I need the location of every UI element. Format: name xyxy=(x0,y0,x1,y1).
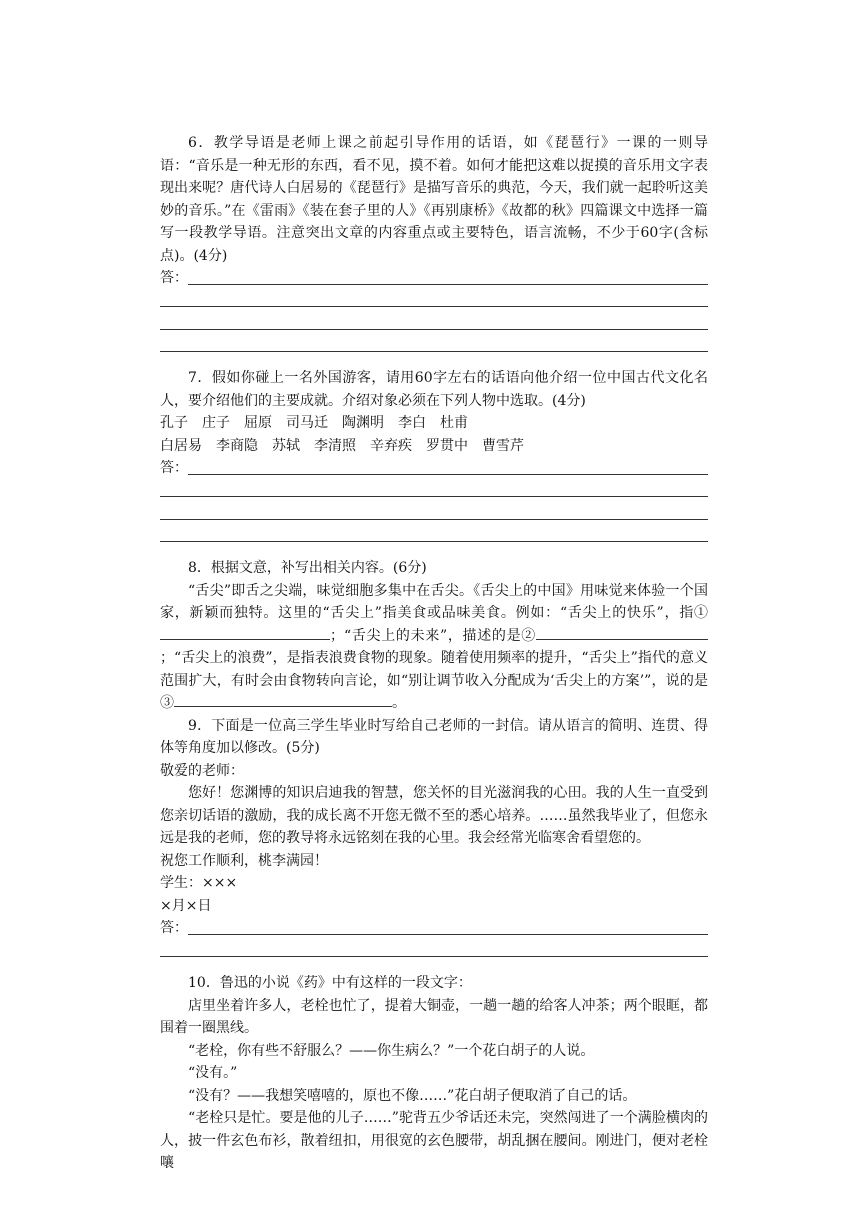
excerpt-paragraph: “老栓，你有些不舒服么？——你生病么？”一个花白胡子的人说。 xyxy=(188,1042,595,1059)
answer-line[interactable] xyxy=(188,920,708,935)
question-8-passage xyxy=(160,580,708,715)
blank-2[interactable] xyxy=(536,625,708,640)
answer-line[interactable] xyxy=(160,290,708,313)
excerpt-paragraph: “老栓只是忙。要是他的儿子……”驼背五少爷话还未完，突然闯进了一个满脸横肉的人，披一件玄色布衫，散着纽扣，用很宽的玄色腰带，胡乱捆在腰间。刚进门，便对老栓嚷 xyxy=(160,1110,708,1171)
excerpt-paragraph: 店里坐着许多人，老栓也忙了，提着大铜壶，一趟一趟的给客人冲茶；两个眼眶，都围着一圈黑线。 xyxy=(160,997,708,1036)
passage-text: ；“舌尖上的未来”，描述的是 xyxy=(330,627,522,644)
answer-line[interactable] xyxy=(160,940,708,963)
name-list-row-2: 白居易 李商隐 苏轼 李清照 辛弃疾 罗贯中 曹雪芹 xyxy=(160,437,524,454)
letter-date: ×月×日 xyxy=(160,897,212,914)
blank-1[interactable] xyxy=(160,625,330,640)
answer-line[interactable] xyxy=(160,525,708,548)
answer-label: 答： xyxy=(160,460,188,476)
exam-page xyxy=(160,132,708,1175)
answer-label: 答： xyxy=(160,270,188,286)
answer-row-q7 xyxy=(160,457,708,480)
answer-line[interactable] xyxy=(188,460,708,475)
answer-row-q9 xyxy=(160,917,708,940)
name-list-row-1: 孔子 庄子 屈原 司马迁 陶渊明 李白 杜甫 xyxy=(160,415,468,431)
letter-body: 您好！您渊博的知识启迪我的智慧，您关怀的目光滋润我的心田。我的人生一直受到您亲切话语的激励，我的成长离不开您无微不至的悉心培养。……虽然我毕业了，但您永远是我的老师，您的教导将永远铭刻在我的心里。我会经常光临寒舍看望您的。 xyxy=(160,785,708,846)
blank-3[interactable] xyxy=(174,692,392,707)
question-8-title: 8．根据文意，补写出相关内容。(6分) xyxy=(188,560,427,576)
answer-label: 答： xyxy=(160,920,188,936)
question-6-text: 6．教学导语是老师上课之前起引导作用的话语，如《琵琶行》一课的一则导语：“音乐是一种无形的东西，看不见，摸不着。如何才能把这难以捉摸的音乐用文字表现出来呢？唐代诗人白居易的《琵琶行》是描写音乐的典范，今天，我们就一起聆听这美妙的音乐。”在《雷雨》《装在套子里的人》《再别康桥》《故都的秋》四篇课文中选择一篇写一段教学导语。注意突出文章的内容重点或主要特色，语言流畅，不少于60字(含标点)。(4分) xyxy=(160,135,708,264)
passage-text: ；“舌尖上的浪费”，是指表浪费食物的现象。随着使用频率的提升，“舌尖上”指代的意义范围扩大，有时会由食物转向言论，如“别让调节收入分配成为‘舌尖上的方案’”，说的是 xyxy=(160,650,708,689)
answer-line[interactable] xyxy=(160,502,708,525)
answer-line[interactable] xyxy=(160,312,708,335)
question-9-text: 9．下面是一位高三学生毕业时写给自己老师的一封信。请从语言的简明、连贯、得体等角度加以修改。(5分) xyxy=(160,717,708,756)
blank-1-marker: ① xyxy=(694,605,708,621)
question-7-text: 7．假如你碰上一名外国游客，请用60字左右的话语向他介绍一位中国古代文化名人，要介绍他们的主要成就。介绍对象必须在下列人物中选取。(4分) xyxy=(160,370,708,409)
passage-text: 。 xyxy=(392,695,406,711)
excerpt-paragraph: “没有？——我想笑嘻嘻的，原也不像……”花白胡子便取消了自己的话。 xyxy=(188,1087,637,1104)
letter-wish: 祝您工作顺利，桃李满园！ xyxy=(160,852,328,869)
question-10-title: 10．鲁迅的小说《药》中有这样的一段文字： xyxy=(188,975,472,991)
letter-greeting: 敬爱的老师： xyxy=(160,762,244,779)
answer-line[interactable] xyxy=(188,270,708,285)
blank-2-marker: ② xyxy=(521,627,536,644)
answer-line[interactable] xyxy=(160,480,708,503)
passage-text: “舌尖”即舌之尖端，味觉细胞多集中在舌尖。《舌尖上的中国》用味觉来体验一个国家，新颖而独特。这里的“舌尖上”指美食或品味美食。例如：“舌尖上的快乐”，指 xyxy=(160,582,708,621)
letter-signature: 学生：××× xyxy=(160,875,238,891)
blank-3-marker: ③ xyxy=(160,695,174,711)
excerpt-paragraph: “没有。” xyxy=(188,1065,238,1081)
answer-line[interactable] xyxy=(160,335,708,358)
answer-row-q6 xyxy=(160,267,708,290)
